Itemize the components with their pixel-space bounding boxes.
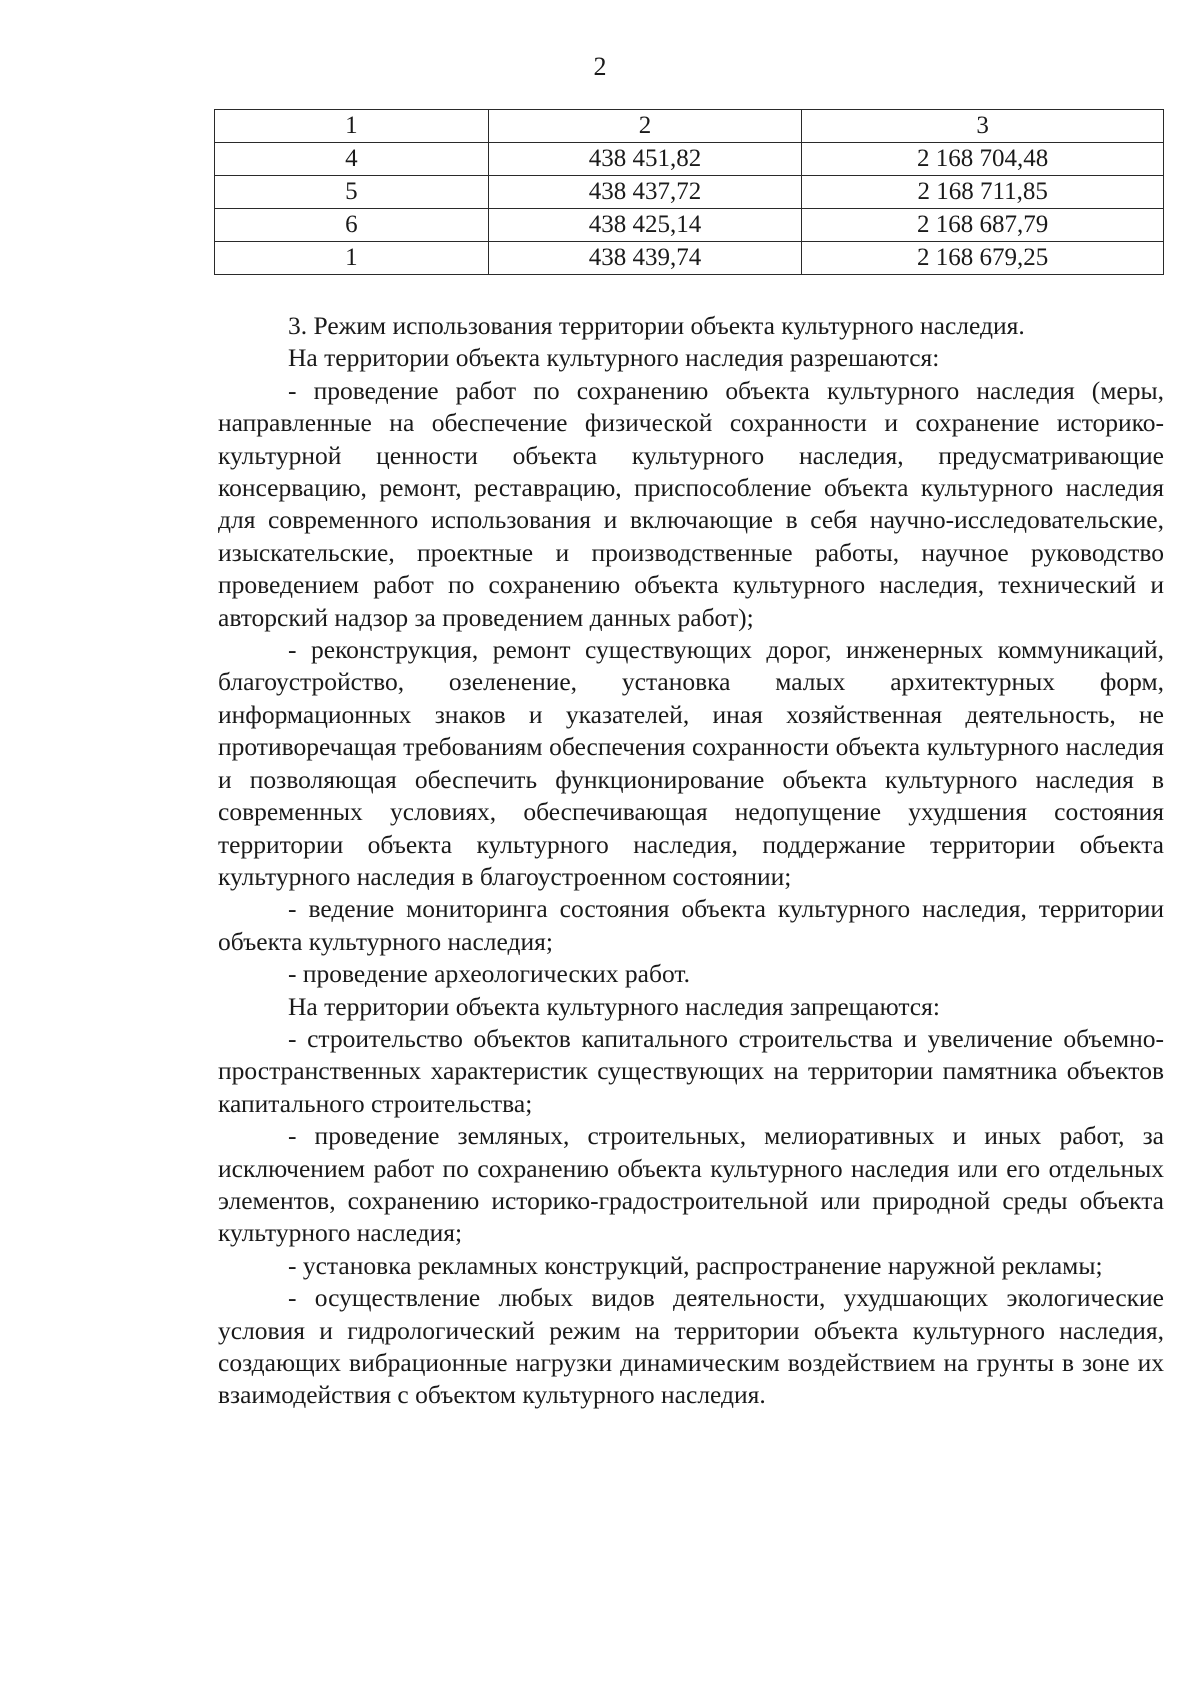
table-header-cell: 2	[488, 110, 802, 143]
y-coordinate-cell: 2 168 711,85	[802, 176, 1164, 209]
allowed-item: - проведение археологических работ.	[288, 959, 690, 989]
section-body	[218, 310, 1164, 1412]
prohibited-intro: На территории объекта культурного наследия запрещаются:	[288, 991, 940, 1021]
x-coordinate-cell: 438 437,72	[488, 176, 802, 209]
point-number-cell: 5	[215, 176, 489, 209]
table-row	[215, 209, 1164, 242]
table-header-cell: 1	[215, 110, 489, 143]
table-row	[215, 242, 1164, 275]
allowed-item: - проведение работ по сохранению объекта культурного наследия (меры, направленные на обеспечение физической сохранности и сохранение историко-культурной ценности объекта культурного наследия, предусматривающие консервацию, ремонт, реставрацию, приспособление объекта культурного наследия для современного использования и включающие в себя научно-исследовательские, изыскательские, проектные и производственные работы, научное руководство проведением работ по сохранению объекта культурного наследия, технический и авторский надзор за проведением данных работ);	[218, 375, 1164, 632]
section-heading: 3. Режим использования территории объекта культурного наследия.	[288, 311, 1025, 340]
x-coordinate-cell: 438 439,74	[488, 242, 802, 275]
table-header-row	[215, 110, 1164, 143]
x-coordinate-cell: 438 451,82	[488, 143, 802, 176]
point-number-cell: 4	[215, 143, 489, 176]
allowed-intro: На территории объекта культурного наследия разрешаются:	[288, 343, 940, 373]
allowed-item: - реконструкция, ремонт существующих дорог, инженерных коммуникаций, благоустройство, озеленение, установка малых архитектурных форм, информационных знаков и указателей, иная хозяйственная деятельность, не противоречащая требованиям обеспечения сохранности объекта культурного наследия и позволяющая обеспечить функционирование объекта культурного наследия в современных условиях, обеспечивающая недопущение ухудшения состояния территории объекта культурного наследия, поддержание территории объекта культурного наследия в благоустроенном состоянии;	[218, 635, 1164, 891]
point-number-cell: 6	[215, 209, 489, 242]
y-coordinate-cell: 2 168 679,25	[802, 242, 1164, 275]
table-row	[215, 176, 1164, 209]
y-coordinate-cell: 2 168 687,79	[802, 209, 1164, 242]
prohibited-item: - осуществление любых видов деятельности, ухудшающих экологические условия и гидрологический режим на территории объекта культурного наследия, создающих вибрационные нагрузки динамическим воздействием на грунты в зоне их взаимодействия с объектом культурного наследия.	[218, 1283, 1164, 1410]
coordinates-table	[214, 109, 1164, 275]
table-header-cell: 3	[802, 110, 1164, 143]
prohibited-item: - проведение земляных, строительных, мелиоративных и иных работ, за исключением работ по сохранению объекта культурного наследия или его отдельных элементов, сохранению историко-градостроительной или природной среды объекта культурного наследия;	[218, 1121, 1164, 1248]
x-coordinate-cell: 438 425,14	[488, 209, 802, 242]
point-number-cell: 1	[215, 242, 489, 275]
allowed-item: - ведение мониторинга состояния объекта культурного наследия, территории объекта культурного наследия;	[218, 894, 1164, 956]
prohibited-item: - строительство объектов капитального строительства и увеличение объемно-пространственных характеристик существующих на территории памятника объектов капитального строительства;	[218, 1023, 1164, 1118]
page-number: 2	[593, 52, 607, 81]
y-coordinate-cell: 2 168 704,48	[802, 143, 1164, 176]
prohibited-item: - установка рекламных конструкций, распространение наружной рекламы;	[288, 1250, 1103, 1280]
table-row	[215, 143, 1164, 176]
